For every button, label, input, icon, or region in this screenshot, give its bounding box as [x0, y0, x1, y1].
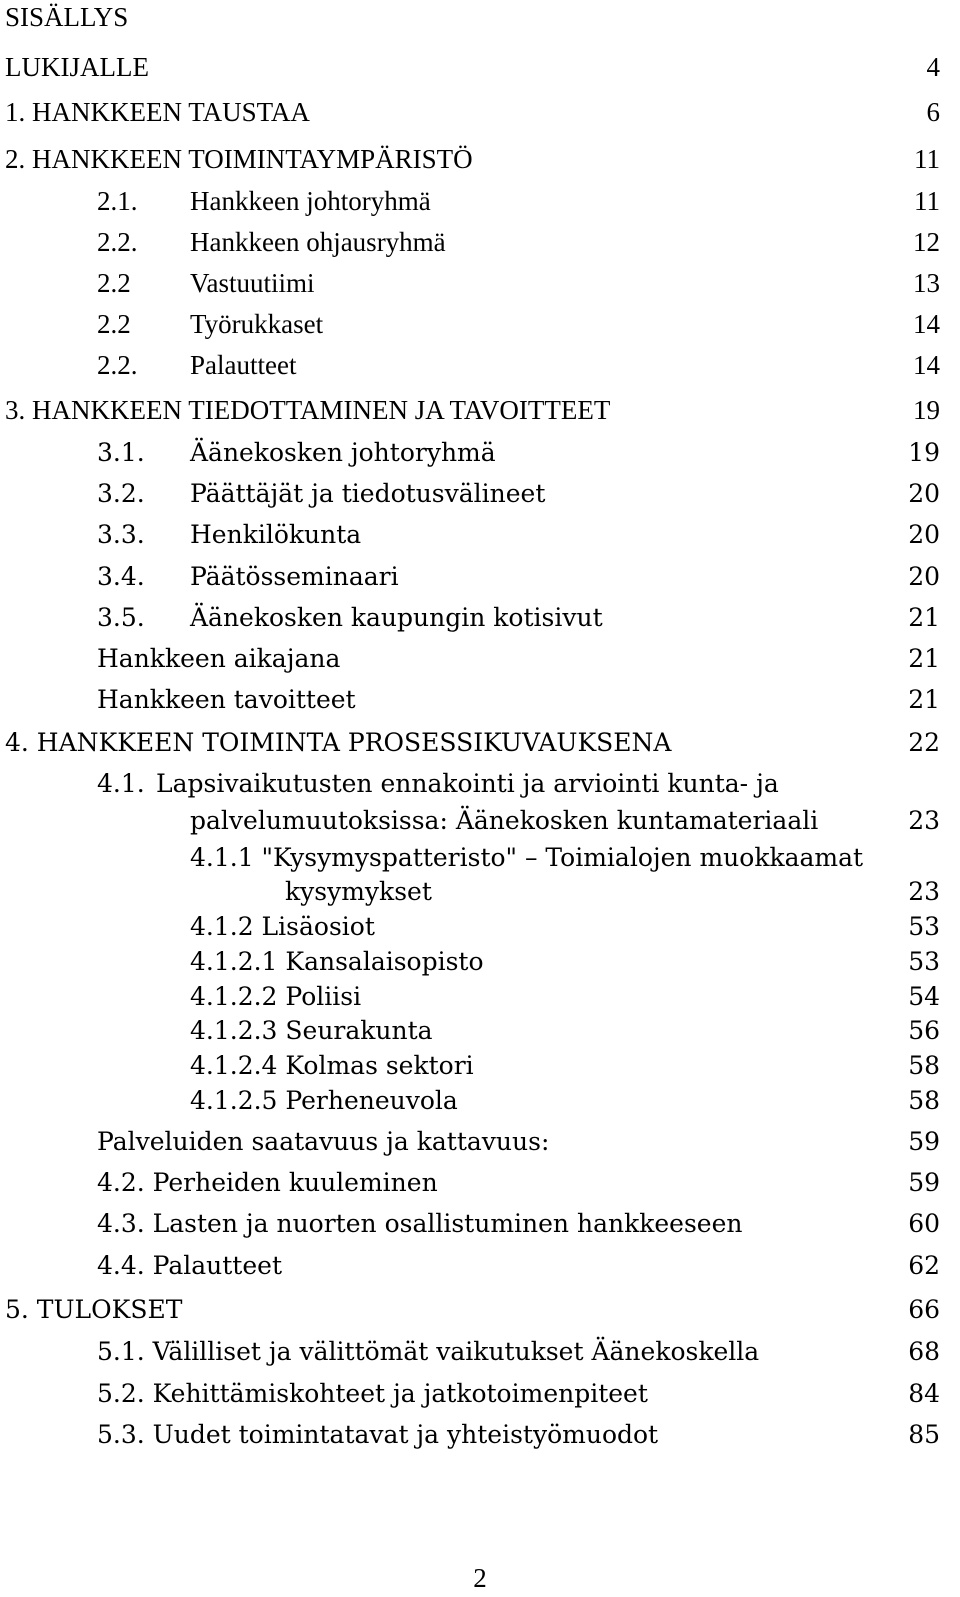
toc-entry-title: Äänekosken kaupungin kotisivut: [190, 603, 603, 632]
toc-entry-page: 59: [908, 1168, 940, 1197]
toc-entry: [0, 263, 960, 303]
toc-entry-page: 84: [908, 1379, 940, 1408]
toc-entry-label: 5.2. Kehittämiskohteet ja jatkotoimenpiteet: [97, 1379, 648, 1408]
toc-entry-label: Hankkeen tavoitteet: [97, 685, 356, 714]
toc-entry-title: Äänekosken johtoryhmä: [190, 438, 496, 467]
toc-entry-label: 2. HANKKEEN TOIMINTAYMPÄRISTÖ: [5, 144, 473, 174]
toc-entry: [0, 1332, 960, 1372]
toc-entry-label: 3. HANKKEEN TIEDOTTAMINEN JA TAVOITTEET: [5, 395, 611, 425]
toc-entry-label: 4.1.1 "Kysymyspatteristo" – Toimialojen muokkaamat: [190, 843, 864, 872]
toc-entry: [0, 181, 960, 221]
toc-entry-page: 54: [908, 982, 940, 1011]
toc-entry: [0, 304, 960, 344]
toc-entry-title: Päätösseminaari: [190, 562, 399, 591]
toc-entry: [0, 1204, 960, 1244]
toc-entry-page: 60: [908, 1209, 940, 1238]
toc-entry-title: Henkilökunta: [190, 520, 362, 549]
toc-entry-number: 2.2: [97, 268, 131, 298]
toc-entry-number: 3.4.: [97, 562, 145, 591]
toc-entry-page: 68: [908, 1337, 940, 1366]
toc-entry-title: Työrukkaset: [190, 309, 324, 339]
toc-entry: [0, 474, 960, 514]
page-number: 2: [473, 1563, 487, 1593]
toc-entry: [0, 723, 960, 763]
toc-entry-title: Vastuutiimi: [190, 268, 315, 298]
toc-entry: [0, 1374, 960, 1414]
toc-entry: [0, 1163, 960, 1203]
toc-entry-number: 2.2.: [97, 350, 138, 380]
toc-entry: [0, 907, 960, 947]
toc-entry-label: 5.1. Välilliset ja välittömät vaikutukset Äänekoskella: [97, 1337, 760, 1366]
toc-entry-number: 3.2.: [97, 479, 145, 508]
toc-entry: [0, 515, 960, 555]
toc-entry-page: 23: [908, 877, 940, 906]
toc-entry-page: 66: [908, 1295, 940, 1324]
toc-entry-number: 2.1.: [97, 186, 138, 216]
toc-entry-number: 3.3.: [97, 520, 145, 549]
toc-entry: [0, 92, 960, 132]
toc-entry-title: Hankkeen ohjausryhmä: [190, 227, 446, 257]
toc-entry-page: 53: [908, 912, 940, 941]
toc-entry-page: 6: [926, 97, 940, 127]
toc-entry-title: palvelumuutoksissa: Äänekosken kuntamateriaali: [190, 806, 819, 835]
toc-entry-page: 21: [908, 644, 940, 673]
toc-entry-title: kysymykset: [285, 877, 432, 906]
toc-entry-continuation: [0, 872, 960, 912]
toc-entry-page: 11: [914, 144, 940, 174]
toc-entry-label: 4.1.2.1 Kansalaisopisto: [190, 947, 484, 976]
toc-entry-page: 58: [908, 1051, 940, 1080]
toc-entry-label: 4.1.2.4 Kolmas sektori: [190, 1051, 474, 1080]
toc-entry-number: 4.1.: [97, 769, 145, 798]
toc-entry-page: 13: [913, 268, 940, 298]
toc-entry-label: Palveluiden saatavuus ja kattavuus:: [97, 1127, 550, 1156]
toc-entry-label: Hankkeen aikajana: [97, 644, 341, 673]
toc-entry-page: 58: [908, 1086, 940, 1115]
toc-entry-label: 5.3. Uudet toimintatavat ja yhteistyömuodot: [97, 1420, 659, 1449]
toc-entry-page: 85: [908, 1420, 940, 1449]
toc-entry-page: 14: [913, 350, 940, 380]
toc-entry-page: 23: [908, 806, 940, 835]
toc-entry-page: 12: [913, 227, 940, 257]
toc-entry-page: 56: [908, 1016, 940, 1045]
toc-entry: [0, 222, 960, 262]
toc-entry: [0, 639, 960, 679]
toc-entry: [0, 47, 960, 87]
toc-entry-page: 22: [908, 728, 940, 757]
toc-entry: [0, 345, 960, 385]
toc-entry-title: Hankkeen johtoryhmä: [190, 186, 431, 216]
toc-entry-number: 2.2.: [97, 227, 138, 257]
toc-entry: [0, 1415, 960, 1455]
toc-entry-label: 4.2. Perheiden kuuleminen: [97, 1168, 438, 1197]
toc-entry-label: 4.1.2.3 Seurakunta: [190, 1016, 433, 1045]
toc-entry-label: 4. HANKKEEN TOIMINTA PROSESSIKUVAUKSENA: [5, 728, 672, 757]
toc-entry-page: 20: [908, 479, 940, 508]
toc-entry-number: 3.5.: [97, 603, 145, 632]
toc-entry-title: Päättäjät ja tiedotusvälineet: [190, 479, 546, 508]
toc-entry-page: 62: [908, 1251, 940, 1280]
toc-entry-page: 4: [926, 52, 940, 82]
toc-entry: [0, 433, 960, 473]
toc-entry: [0, 1246, 960, 1286]
toc-entry: [0, 139, 960, 179]
toc-entry: [0, 1290, 960, 1330]
toc-entry-page: 53: [908, 947, 940, 976]
toc-entry-title: Lapsivaikutusten ennakointi ja arviointi kunta- ja: [156, 769, 779, 798]
toc-entry: [0, 680, 960, 720]
toc-entry: [0, 942, 960, 982]
toc-entry-label: 4.1.2 Lisäosiot: [190, 912, 375, 941]
toc-entry: [0, 390, 960, 430]
toc-entry-page: 20: [908, 520, 940, 549]
toc-entry-label: 4.1.2.5 Perheneuvola: [190, 1086, 458, 1115]
toc-entry-page: 19: [913, 395, 940, 425]
toc-entry-continuation: [0, 801, 960, 841]
toc-entry-page: 11: [914, 186, 940, 216]
toc-entry-label: 5. TULOKSET: [5, 1295, 183, 1324]
toc-entry-page: 20: [908, 562, 940, 591]
toc-entry: [0, 1081, 960, 1121]
toc-entry-label: 4.4. Palautteet: [97, 1251, 282, 1280]
toc-entry-label: 4.1.2.2 Poliisi: [190, 982, 362, 1011]
toc-entry-page: 21: [908, 603, 940, 632]
toc-entry-label: 1. HANKKEEN TAUSTAA: [5, 97, 310, 127]
toc-entry-number: 2.2: [97, 309, 131, 339]
toc-heading: SISÄLLYS: [5, 2, 129, 32]
toc-entry-label: LUKIJALLE: [5, 52, 149, 82]
toc-entry-label: 4.3. Lasten ja nuorten osallistuminen hankkeeseen: [97, 1209, 743, 1238]
toc-entry: [0, 557, 960, 597]
toc-entry: [0, 1046, 960, 1086]
toc-entry: [0, 598, 960, 638]
toc-entry-page: 14: [913, 309, 940, 339]
toc-entry-page: 21: [908, 685, 940, 714]
toc-entry: [0, 1122, 960, 1162]
toc-entry-page: 19: [908, 438, 940, 467]
toc-entry-title: Palautteet: [190, 350, 297, 380]
toc-entry-page: 59: [908, 1127, 940, 1156]
toc-entry-number: 3.1.: [97, 438, 145, 467]
toc-entry: [0, 1011, 960, 1051]
toc-entry: [0, 764, 960, 804]
